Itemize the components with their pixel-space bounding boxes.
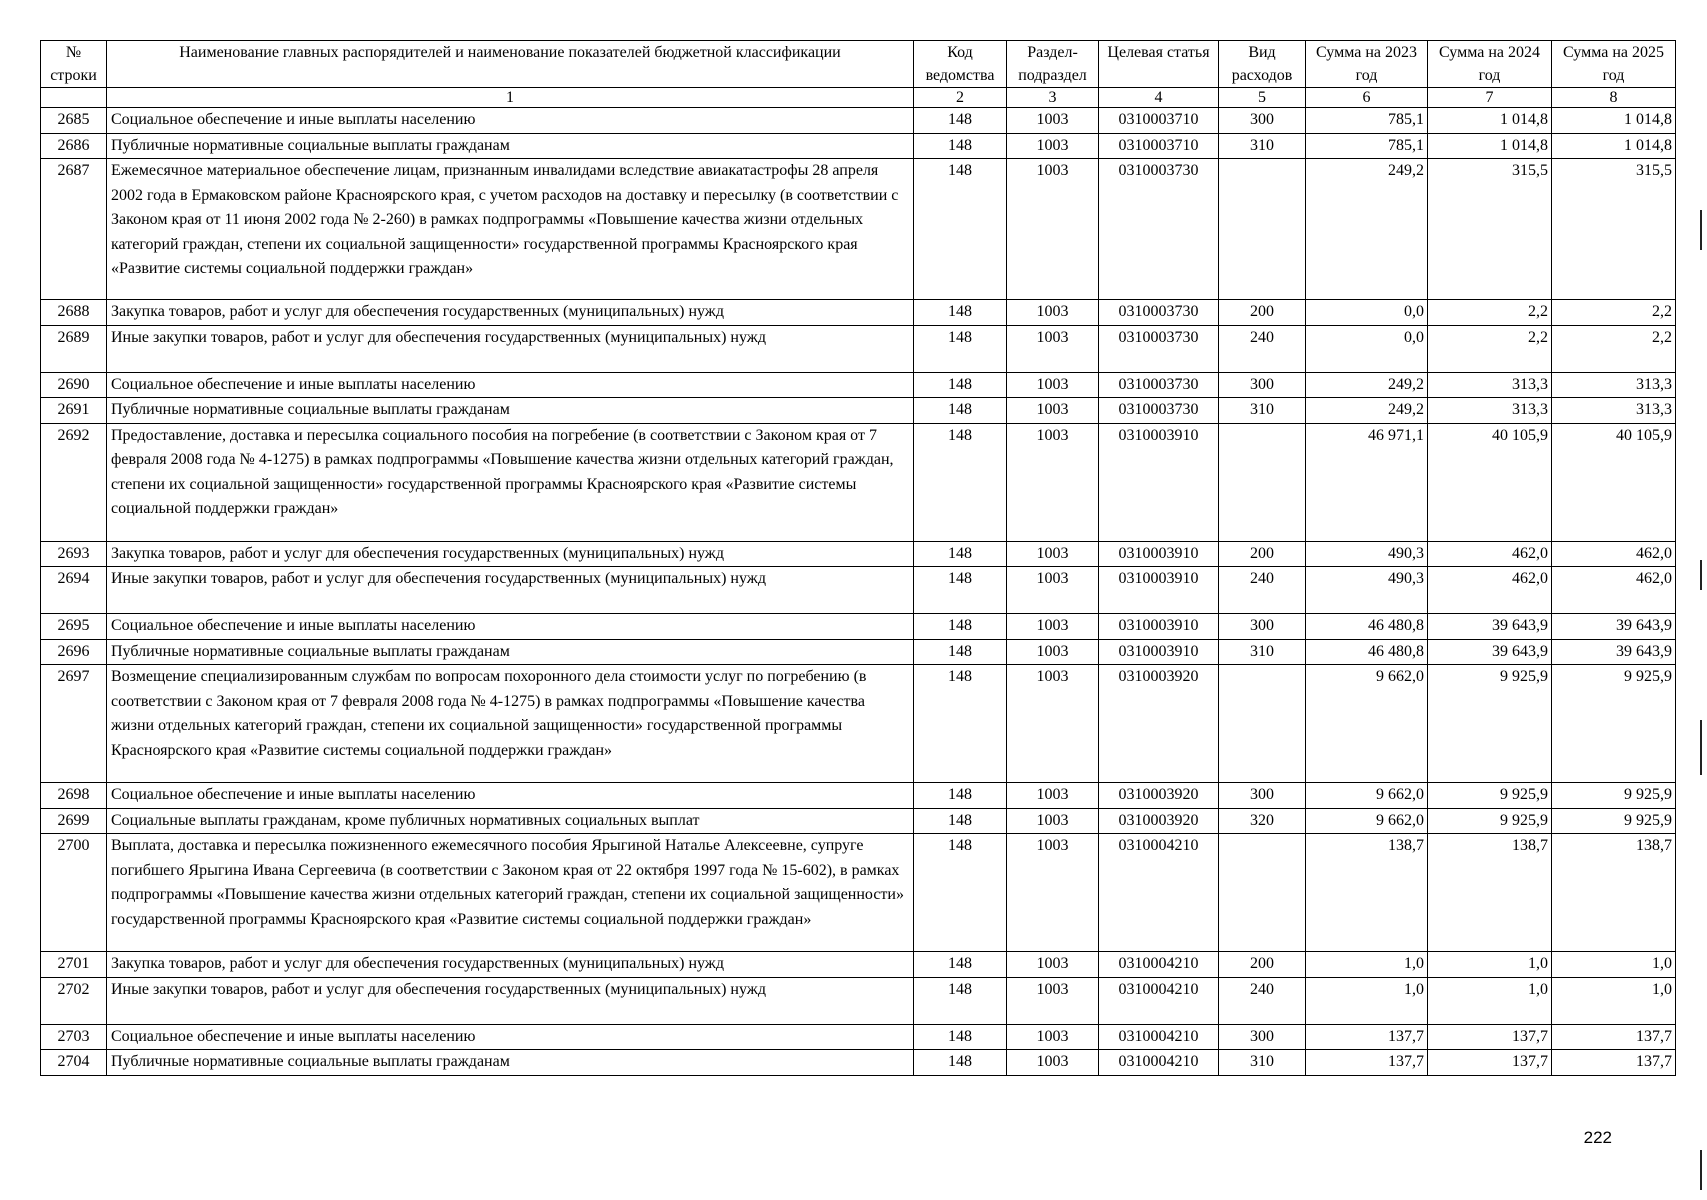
row-celevaya: 0310003910: [1099, 541, 1219, 567]
row-number: 2691: [41, 398, 107, 424]
row-ved-code: 148: [914, 1024, 1007, 1050]
row-sum-2023: 9 662,0: [1306, 665, 1428, 783]
row-vid: [1219, 665, 1306, 783]
table-row: [41, 108, 1676, 134]
row-number: 2702: [41, 977, 107, 1024]
budget-table: [40, 40, 1676, 1076]
header-cell: Сумма на 2025 год: [1552, 41, 1676, 88]
row-sum-2025: 40 105,9: [1552, 423, 1676, 541]
row-razdel: 1003: [1007, 541, 1099, 567]
table-row: [41, 325, 1676, 372]
row-ved-code: 148: [914, 372, 1007, 398]
row-name: Иные закупки товаров, работ и услуг для обеспечения государственных (муниципальных) нужд: [107, 325, 914, 372]
row-sum-2025: 2,2: [1552, 300, 1676, 326]
row-ved-code: 148: [914, 977, 1007, 1024]
row-celevaya: 0310004210: [1099, 977, 1219, 1024]
row-razdel: 1003: [1007, 665, 1099, 783]
row-razdel: 1003: [1007, 952, 1099, 978]
row-name: Закупка товаров, работ и услуг для обеспечения государственных (муниципальных) нужд: [107, 541, 914, 567]
row-ved-code: 148: [914, 808, 1007, 834]
row-celevaya: 0310003920: [1099, 783, 1219, 809]
row-sum-2023: 785,1: [1306, 108, 1428, 134]
row-razdel: 1003: [1007, 808, 1099, 834]
row-sum-2025: 315,5: [1552, 159, 1676, 300]
header-row: [41, 41, 1676, 88]
column-number: 8: [1552, 88, 1676, 108]
row-sum-2023: 249,2: [1306, 159, 1428, 300]
row-ved-code: 148: [914, 567, 1007, 614]
row-razdel: 1003: [1007, 108, 1099, 134]
row-razdel: 1003: [1007, 977, 1099, 1024]
row-sum-2024: 137,7: [1428, 1050, 1552, 1076]
row-sum-2024: 40 105,9: [1428, 423, 1552, 541]
row-name: Иные закупки товаров, работ и услуг для обеспечения государственных (муниципальных) нужд: [107, 977, 914, 1024]
row-celevaya: 0310003730: [1099, 300, 1219, 326]
row-name: Иные закупки товаров, работ и услуг для обеспечения государственных (муниципальных) нужд: [107, 567, 914, 614]
row-sum-2023: 1,0: [1306, 977, 1428, 1024]
row-sum-2024: 137,7: [1428, 1024, 1552, 1050]
row-sum-2025: 1,0: [1552, 977, 1676, 1024]
row-celevaya: 0310004210: [1099, 1050, 1219, 1076]
table-row: [41, 1050, 1676, 1076]
row-ved-code: 148: [914, 541, 1007, 567]
row-number: 2695: [41, 614, 107, 640]
row-ved-code: 148: [914, 108, 1007, 134]
row-vid: 320: [1219, 808, 1306, 834]
row-vid: [1219, 834, 1306, 952]
row-sum-2025: 138,7: [1552, 834, 1676, 952]
row-sum-2025: 9 925,9: [1552, 783, 1676, 809]
row-vid: 240: [1219, 567, 1306, 614]
row-celevaya: 0310003730: [1099, 325, 1219, 372]
row-sum-2024: 39 643,9: [1428, 639, 1552, 665]
row-sum-2024: 462,0: [1428, 567, 1552, 614]
row-name: Социальные выплаты гражданам, кроме публичных нормативных социальных выплат: [107, 808, 914, 834]
row-sum-2024: 2,2: [1428, 300, 1552, 326]
row-vid: 200: [1219, 952, 1306, 978]
table-row: [41, 834, 1676, 952]
row-sum-2024: 2,2: [1428, 325, 1552, 372]
row-celevaya: 0310003710: [1099, 108, 1219, 134]
row-celevaya: 0310003710: [1099, 133, 1219, 159]
row-vid: [1219, 423, 1306, 541]
row-sum-2023: 249,2: [1306, 398, 1428, 424]
table-row: [41, 808, 1676, 834]
row-sum-2024: 1,0: [1428, 952, 1552, 978]
row-celevaya: 0310003730: [1099, 398, 1219, 424]
table-row: [41, 423, 1676, 541]
table-row: [41, 639, 1676, 665]
row-vid: 300: [1219, 1024, 1306, 1050]
row-razdel: 1003: [1007, 614, 1099, 640]
column-number: [41, 88, 107, 108]
row-name: Социальное обеспечение и иные выплаты населению: [107, 108, 914, 134]
row-ved-code: 148: [914, 665, 1007, 783]
row-vid: 310: [1219, 639, 1306, 665]
row-ved-code: 148: [914, 1050, 1007, 1076]
row-vid: 200: [1219, 300, 1306, 326]
row-ved-code: 148: [914, 398, 1007, 424]
row-celevaya: 0310004210: [1099, 834, 1219, 952]
row-sum-2023: 0,0: [1306, 300, 1428, 326]
row-celevaya: 0310004210: [1099, 952, 1219, 978]
scan-edge-mark: [1700, 560, 1702, 590]
table-row: [41, 372, 1676, 398]
row-ved-code: 148: [914, 834, 1007, 952]
table-row: [41, 1024, 1676, 1050]
scan-edge-mark: [1700, 720, 1702, 775]
row-razdel: 1003: [1007, 398, 1099, 424]
row-sum-2023: 490,3: [1306, 541, 1428, 567]
row-razdel: 1003: [1007, 133, 1099, 159]
row-ved-code: 148: [914, 614, 1007, 640]
table-row: [41, 952, 1676, 978]
row-number: 2701: [41, 952, 107, 978]
column-number-row: [41, 88, 1676, 108]
row-name: Публичные нормативные социальные выплаты гражданам: [107, 639, 914, 665]
header-cell: Наименование главных распорядителей и наименование показателей бюджетной классификации: [107, 41, 914, 88]
row-razdel: 1003: [1007, 1050, 1099, 1076]
row-sum-2024: 315,5: [1428, 159, 1552, 300]
row-name: Социальное обеспечение и иные выплаты населению: [107, 1024, 914, 1050]
row-number: 2693: [41, 541, 107, 567]
row-ved-code: 148: [914, 952, 1007, 978]
row-vid: 300: [1219, 783, 1306, 809]
row-sum-2025: 9 925,9: [1552, 808, 1676, 834]
row-sum-2025: 39 643,9: [1552, 614, 1676, 640]
row-sum-2025: 1 014,8: [1552, 133, 1676, 159]
row-sum-2023: 249,2: [1306, 372, 1428, 398]
row-ved-code: 148: [914, 325, 1007, 372]
table-row: [41, 159, 1676, 300]
row-sum-2025: 462,0: [1552, 541, 1676, 567]
row-number: 2689: [41, 325, 107, 372]
row-number: 2686: [41, 133, 107, 159]
row-sum-2025: 1 014,8: [1552, 108, 1676, 134]
row-vid: 240: [1219, 977, 1306, 1024]
row-celevaya: 0310003920: [1099, 808, 1219, 834]
row-sum-2025: 39 643,9: [1552, 639, 1676, 665]
table-row: [41, 541, 1676, 567]
row-ved-code: 148: [914, 133, 1007, 159]
row-ved-code: 148: [914, 159, 1007, 300]
row-vid: 300: [1219, 372, 1306, 398]
row-vid: [1219, 159, 1306, 300]
row-number: 2697: [41, 665, 107, 783]
row-number: 2700: [41, 834, 107, 952]
row-number: 2685: [41, 108, 107, 134]
row-number: 2692: [41, 423, 107, 541]
scan-edge-mark: [1700, 210, 1702, 250]
page-number: 222: [1583, 1128, 1612, 1147]
table-row: [41, 977, 1676, 1024]
row-sum-2024: 9 925,9: [1428, 808, 1552, 834]
column-number: 3: [1007, 88, 1099, 108]
row-name: Публичные нормативные социальные выплаты гражданам: [107, 398, 914, 424]
row-sum-2025: 137,7: [1552, 1024, 1676, 1050]
row-sum-2024: 9 925,9: [1428, 783, 1552, 809]
row-vid: 310: [1219, 133, 1306, 159]
row-razdel: 1003: [1007, 783, 1099, 809]
row-name: Ежемесячное материальное обеспечение лицам, признанным инвалидами вследствие авиакатастрофы 28 апреля 2002 года в Ермаковском районе Красноярского края, с учетом расходов на доставку и пересылку (в соответствии с Законом края от 11 июня 2002 года № 2-260) в рамках подпрограммы «Повышение качества жизни отдельных категорий граждан, степени их социальной защищенности» государственной программы Красноярского края «Развитие системы социальной поддержки граждан»: [107, 159, 914, 300]
row-ved-code: 148: [914, 423, 1007, 541]
row-sum-2023: 46 480,8: [1306, 639, 1428, 665]
row-sum-2025: 9 925,9: [1552, 665, 1676, 783]
row-sum-2023: 9 662,0: [1306, 783, 1428, 809]
table-row: [41, 133, 1676, 159]
row-number: 2699: [41, 808, 107, 834]
row-ved-code: 148: [914, 300, 1007, 326]
column-number: 4: [1099, 88, 1219, 108]
row-celevaya: 0310003910: [1099, 567, 1219, 614]
row-sum-2023: 137,7: [1306, 1050, 1428, 1076]
column-number: 6: [1306, 88, 1428, 108]
row-name: Закупка товаров, работ и услуг для обеспечения государственных (муниципальных) нужд: [107, 300, 914, 326]
row-sum-2023: 46 480,8: [1306, 614, 1428, 640]
row-sum-2023: 138,7: [1306, 834, 1428, 952]
row-sum-2025: 313,3: [1552, 398, 1676, 424]
row-sum-2024: 462,0: [1428, 541, 1552, 567]
row-sum-2025: 2,2: [1552, 325, 1676, 372]
header-cell: Сумма на 2023 год: [1306, 41, 1428, 88]
row-razdel: 1003: [1007, 834, 1099, 952]
row-sum-2025: 462,0: [1552, 567, 1676, 614]
row-number: 2688: [41, 300, 107, 326]
column-number: 5: [1219, 88, 1306, 108]
column-number: 1: [107, 88, 914, 108]
row-number: 2698: [41, 783, 107, 809]
row-celevaya: 0310004210: [1099, 1024, 1219, 1050]
row-vid: 310: [1219, 1050, 1306, 1076]
row-name: Социальное обеспечение и иные выплаты населению: [107, 783, 914, 809]
table-row: [41, 783, 1676, 809]
row-celevaya: 0310003730: [1099, 372, 1219, 398]
row-celevaya: 0310003730: [1099, 159, 1219, 300]
row-number: 2696: [41, 639, 107, 665]
row-name: Публичные нормативные социальные выплаты гражданам: [107, 133, 914, 159]
row-razdel: 1003: [1007, 423, 1099, 541]
header-cell: Код ведомства: [914, 41, 1007, 88]
row-number: 2687: [41, 159, 107, 300]
column-number: 7: [1428, 88, 1552, 108]
row-name: Возмещение специализированным службам по вопросам похоронного дела стоимости услуг по погребению (в соответствии с Законом края от 7 февраля 2008 года № 4-1275) в рамках подпрограммы «Повышение качества жизни отдельных категорий граждан, степени их социальной защищенности» государственной программы Красноярского края «Развитие системы социальной поддержки граждан»: [107, 665, 914, 783]
table-row: [41, 665, 1676, 783]
row-number: 2690: [41, 372, 107, 398]
row-sum-2024: 313,3: [1428, 372, 1552, 398]
row-celevaya: 0310003920: [1099, 665, 1219, 783]
row-razdel: 1003: [1007, 372, 1099, 398]
row-razdel: 1003: [1007, 1024, 1099, 1050]
row-name: Социальное обеспечение и иные выплаты населению: [107, 372, 914, 398]
row-sum-2023: 137,7: [1306, 1024, 1428, 1050]
table-row: [41, 300, 1676, 326]
row-number: 2694: [41, 567, 107, 614]
header-cell: Раздел-подраздел: [1007, 41, 1099, 88]
row-ved-code: 148: [914, 783, 1007, 809]
row-vid: 300: [1219, 614, 1306, 640]
scan-edge-mark: [1700, 1150, 1702, 1190]
row-sum-2023: 46 971,1: [1306, 423, 1428, 541]
row-sum-2024: 1 014,8: [1428, 108, 1552, 134]
row-sum-2023: 1,0: [1306, 952, 1428, 978]
row-sum-2024: 1,0: [1428, 977, 1552, 1024]
row-sum-2024: 39 643,9: [1428, 614, 1552, 640]
table-row: [41, 614, 1676, 640]
row-name: Социальное обеспечение и иные выплаты населению: [107, 614, 914, 640]
row-sum-2024: 313,3: [1428, 398, 1552, 424]
column-number: 2: [914, 88, 1007, 108]
row-name: Предоставление, доставка и пересылка социального пособия на погребение (в соответствии с Законом края от 7 февраля 2008 года № 4-1275) в рамках подпрограммы «Повышение качества жизни отдельных категорий граждан, степени их социальной защищенности» государственной программы Красноярского края «Развитие системы социальной поддержки граждан»: [107, 423, 914, 541]
table-row: [41, 398, 1676, 424]
row-razdel: 1003: [1007, 325, 1099, 372]
row-sum-2025: 137,7: [1552, 1050, 1676, 1076]
row-vid: 300: [1219, 108, 1306, 134]
row-sum-2024: 9 925,9: [1428, 665, 1552, 783]
header-cell: Вид расходов: [1219, 41, 1306, 88]
row-name: Закупка товаров, работ и услуг для обеспечения государственных (муниципальных) нужд: [107, 952, 914, 978]
header-cell: Сумма на 2024 год: [1428, 41, 1552, 88]
row-razdel: 1003: [1007, 639, 1099, 665]
row-ved-code: 148: [914, 639, 1007, 665]
row-sum-2023: 785,1: [1306, 133, 1428, 159]
row-razdel: 1003: [1007, 567, 1099, 614]
row-number: 2703: [41, 1024, 107, 1050]
row-sum-2025: 1,0: [1552, 952, 1676, 978]
header-cell: № строки: [41, 41, 107, 88]
header-cell: Целевая статья: [1099, 41, 1219, 88]
row-sum-2024: 138,7: [1428, 834, 1552, 952]
table-row: [41, 567, 1676, 614]
row-sum-2023: 9 662,0: [1306, 808, 1428, 834]
row-celevaya: 0310003910: [1099, 639, 1219, 665]
row-celevaya: 0310003910: [1099, 614, 1219, 640]
row-vid: 200: [1219, 541, 1306, 567]
row-sum-2025: 313,3: [1552, 372, 1676, 398]
row-celevaya: 0310003910: [1099, 423, 1219, 541]
row-vid: 310: [1219, 398, 1306, 424]
row-sum-2023: 0,0: [1306, 325, 1428, 372]
row-razdel: 1003: [1007, 300, 1099, 326]
row-sum-2023: 490,3: [1306, 567, 1428, 614]
row-name: Публичные нормативные социальные выплаты гражданам: [107, 1050, 914, 1076]
row-sum-2024: 1 014,8: [1428, 133, 1552, 159]
row-vid: 240: [1219, 325, 1306, 372]
row-name: Выплата, доставка и пересылка пожизненного ежемесячного пособия Ярыгиной Наталье Алексеевне, супруге погибшего Ярыгина Ивана Сергеевича (в соответствии с Законом края от 22 октября 1997 года № 15-602), в рамках подпрограммы «Повышение качества жизни отдельных категорий граждан, степени их социальной защищенности» государственной программы Красноярского края «Развитие системы социальной поддержки граждан»: [107, 834, 914, 952]
row-razdel: 1003: [1007, 159, 1099, 300]
row-number: 2704: [41, 1050, 107, 1076]
